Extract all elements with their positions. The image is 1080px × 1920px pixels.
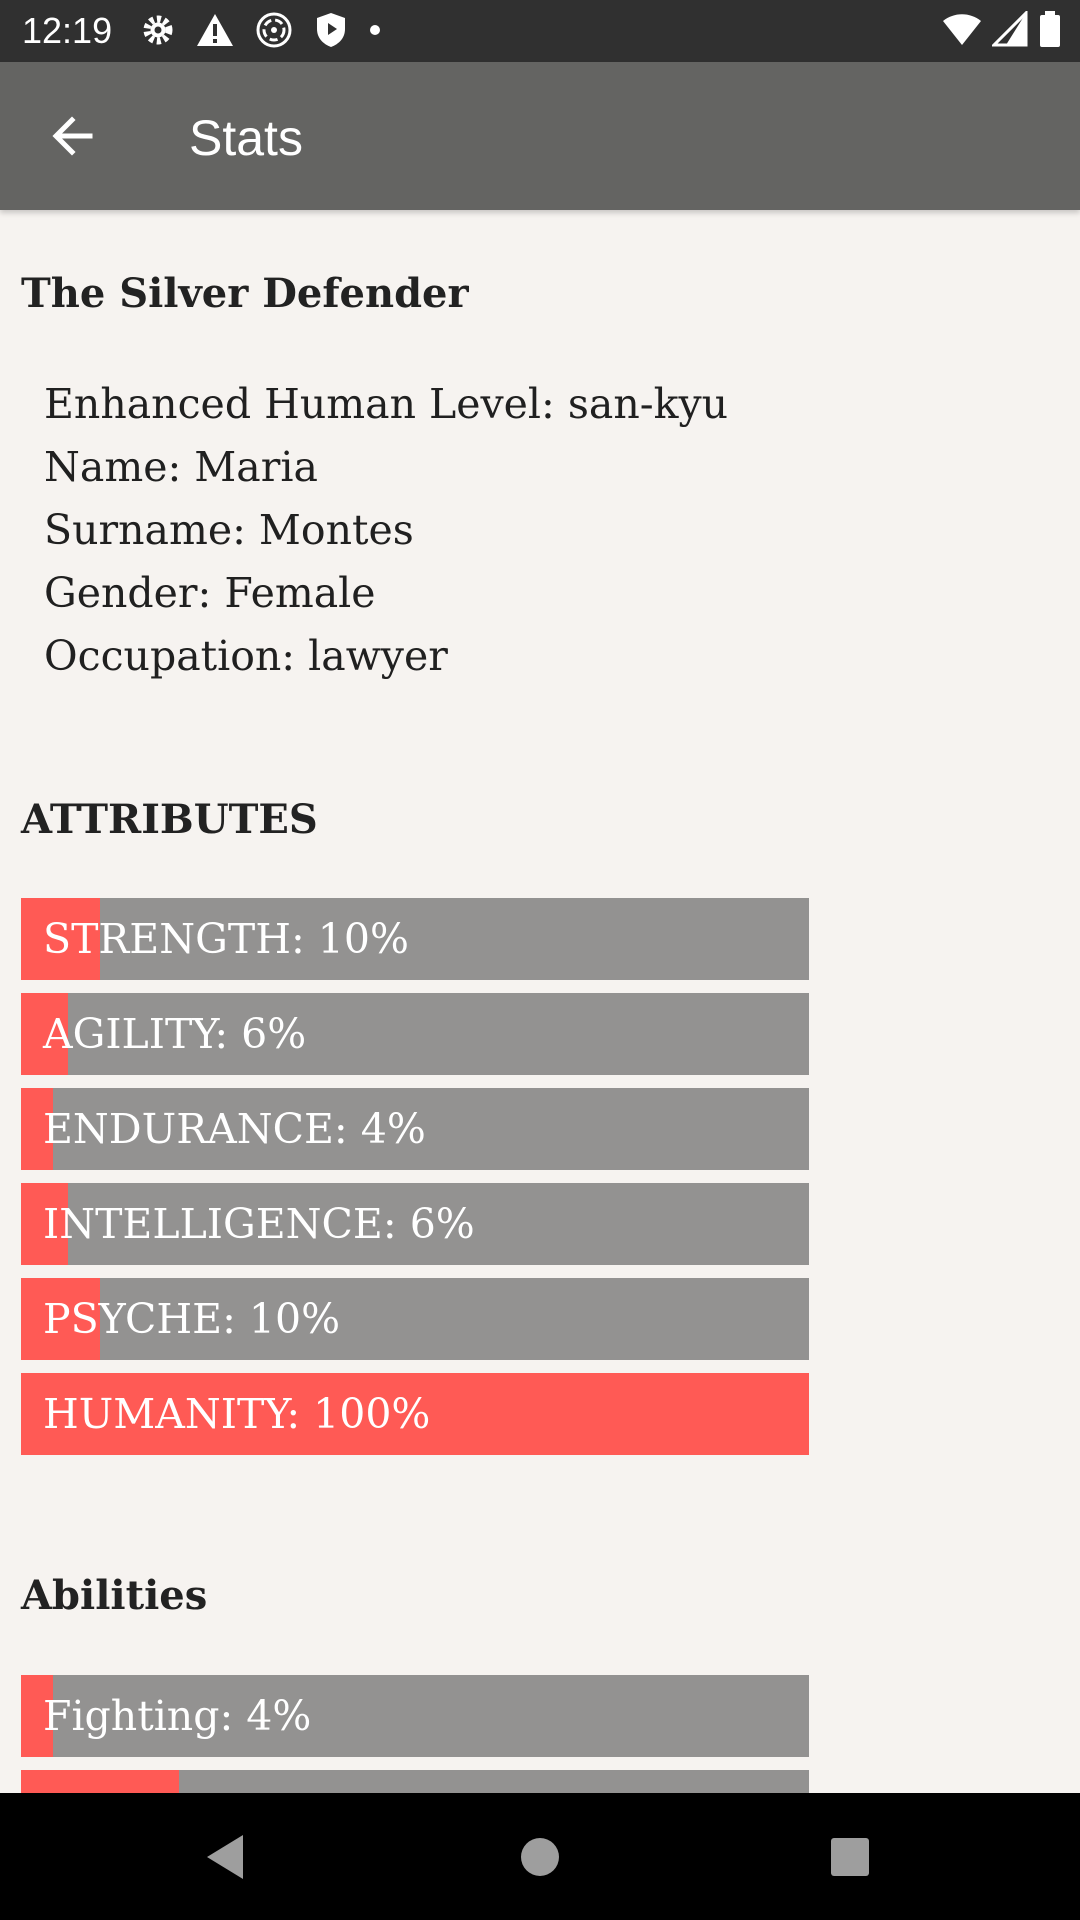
bar-label: STRENGTH: 10%: [43, 915, 409, 963]
bar-label: PSYCHE: 10%: [43, 1295, 341, 1343]
info-gender: Gender: Female: [44, 569, 376, 617]
wifi-icon: [942, 11, 982, 52]
warning-icon: [196, 12, 234, 53]
hero-name: The Silver Defender: [21, 270, 469, 317]
attributes-title: ATTRIBUTES: [21, 796, 318, 843]
info-occupation: Occupation: lawyer: [44, 632, 448, 680]
arrow-back-icon[interactable]: [40, 104, 104, 168]
nav-back-icon[interactable]: [165, 1793, 285, 1920]
status-bar: [0, 0, 1080, 62]
attribute-bar-endurance: [21, 1088, 809, 1170]
attributes-list: [21, 898, 809, 1468]
nav-home-icon[interactable]: [480, 1793, 600, 1920]
status-icons-left: [140, 10, 382, 55]
attribute-bar-humanity: [21, 1373, 809, 1455]
ability-bar-fighting: [21, 1675, 809, 1757]
status-time: 12:19: [22, 10, 113, 51]
stats-content[interactable]: [0, 210, 1080, 1793]
abilities-list: [21, 1675, 809, 1793]
signal-icon: [992, 11, 1028, 52]
attribute-bar-intelligence: [21, 1183, 809, 1265]
attribute-bar-strength: [21, 898, 809, 980]
bar-fill: [21, 1770, 179, 1793]
ability-bar-partial: [21, 1770, 809, 1793]
attribute-bar-agility: [21, 993, 809, 1075]
navigation-bar: [0, 1793, 1080, 1920]
page-title: Stats: [189, 110, 303, 166]
app-bar: [0, 62, 1080, 210]
attribute-bar-psyche: [21, 1278, 809, 1360]
gear-icon: [140, 12, 176, 53]
bar-label: INTELLIGENCE: 6%: [43, 1200, 475, 1248]
shield-icon: [314, 11, 348, 54]
bar-label: HUMANITY: 100%: [43, 1390, 431, 1438]
bar-label: ENDURANCE: 4%: [43, 1105, 426, 1153]
status-icons-right: [942, 10, 1062, 53]
nav-recents-icon[interactable]: [790, 1793, 910, 1920]
bar-label: Fighting: 4%: [43, 1692, 312, 1740]
bar-label: AGILITY: 6%: [43, 1010, 307, 1058]
info-level: Enhanced Human Level: san-kyu: [44, 380, 729, 428]
dot-icon: [368, 23, 382, 42]
sync-icon: [254, 10, 294, 55]
info-surname: Surname: Montes: [44, 506, 414, 554]
hero-info: [44, 373, 728, 688]
info-name: Name: Maria: [44, 443, 318, 491]
abilities-title: Abilities: [21, 1572, 208, 1619]
battery-icon: [1038, 10, 1062, 53]
